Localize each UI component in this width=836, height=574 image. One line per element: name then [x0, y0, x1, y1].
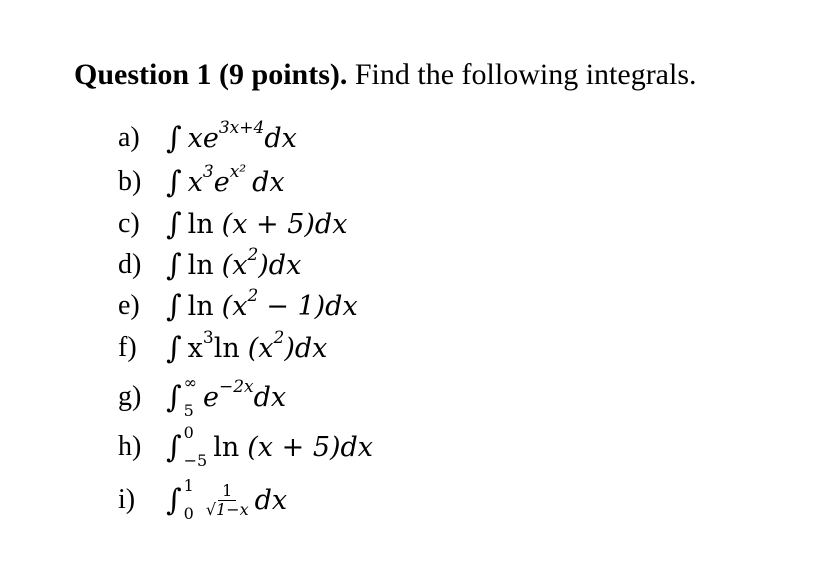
integral-limits [184, 375, 197, 419]
integral-item-i [118, 474, 287, 526]
integral-limits [184, 425, 208, 469]
item-label: e) [118, 290, 140, 321]
integral-sign: ∫ [166, 482, 182, 518]
question-instruction: Find the following integrals. [347, 58, 697, 91]
integral-sign: ∫ [166, 330, 182, 366]
integral-item-d [118, 245, 301, 285]
numerator: 1 [218, 482, 236, 501]
upper-limit: 0 [183, 423, 194, 442]
differential: dx [253, 381, 287, 413]
integrand: (x + 5)dx [247, 431, 374, 463]
integral-item-e [118, 286, 358, 326]
exponent: 3 [202, 328, 214, 348]
integral-item-h [118, 422, 373, 472]
integral-item-c [118, 204, 347, 244]
lower-limit: 0 [183, 504, 194, 523]
integral-sign: ∫ [166, 288, 182, 324]
ln-function: ln [187, 249, 214, 281]
question-title: Question 1 (9 points). [74, 58, 348, 91]
item-label: c) [118, 208, 140, 239]
differential: − 1)dx [266, 290, 358, 322]
integral-item-b [118, 162, 285, 202]
integral-item-a [118, 118, 297, 158]
ln-function: ln [187, 290, 214, 322]
integral-expression [166, 425, 373, 469]
integral-expression [166, 328, 328, 366]
exponent: 3x+4 [218, 118, 265, 138]
differential: )dx [284, 332, 328, 364]
integral-expression [166, 207, 347, 242]
upper-limit: ∞ [183, 373, 197, 392]
lower-limit: 5 [183, 401, 194, 420]
item-label: b) [118, 166, 142, 197]
item-label: d) [118, 249, 142, 280]
exponent: 3 [202, 162, 214, 182]
ln-function: ln [213, 431, 240, 463]
item-label: i) [118, 484, 136, 515]
ln-function: ln [187, 208, 214, 240]
integral-sign: ∫ [166, 206, 182, 242]
integral-limits [184, 478, 194, 522]
exponent: 2 [273, 328, 285, 348]
integral-item-f [118, 328, 327, 368]
integrand-x: x [187, 166, 203, 198]
fraction [204, 482, 251, 519]
integral-expression [166, 375, 286, 419]
integrand: xe [187, 122, 219, 154]
integral-expression [166, 118, 297, 156]
item-label: g) [118, 381, 142, 412]
integrand: (x [247, 332, 274, 364]
ln-function: ln [213, 332, 240, 364]
integral-expression [166, 478, 287, 522]
integrand: (x [221, 290, 248, 322]
differential: dx [264, 122, 297, 154]
exponent: 2 [247, 245, 259, 265]
integral-expression [166, 162, 285, 200]
integral-expression [166, 245, 302, 283]
lower-limit: −5 [183, 451, 208, 470]
integrand: (x [221, 249, 248, 281]
integral-sign: ∫ [166, 379, 182, 415]
integrand: e [202, 381, 219, 413]
exponent: x² [229, 162, 247, 182]
item-label: a) [118, 122, 140, 153]
integrand-e: e [213, 166, 230, 198]
integral-sign: ∫ [166, 164, 182, 200]
integral-sign: ∫ [166, 120, 182, 156]
item-label: h) [118, 431, 142, 462]
differential: dx [254, 484, 288, 516]
differential: )dx [258, 249, 302, 281]
integral-item-g [118, 372, 286, 422]
upper-limit: 1 [183, 476, 194, 495]
denominator: √1−x [205, 499, 249, 519]
exponent: 2 [247, 286, 259, 306]
question-heading [74, 57, 697, 93]
integrand: (x + 5)dx [221, 208, 348, 240]
item-label: f) [118, 332, 137, 363]
integral-sign: ∫ [166, 429, 182, 465]
differential: dx [252, 166, 285, 198]
exponent: −2x [218, 377, 254, 397]
integral-expression [166, 286, 358, 324]
integrand-x: x [187, 332, 203, 364]
integral-sign: ∫ [166, 247, 182, 283]
